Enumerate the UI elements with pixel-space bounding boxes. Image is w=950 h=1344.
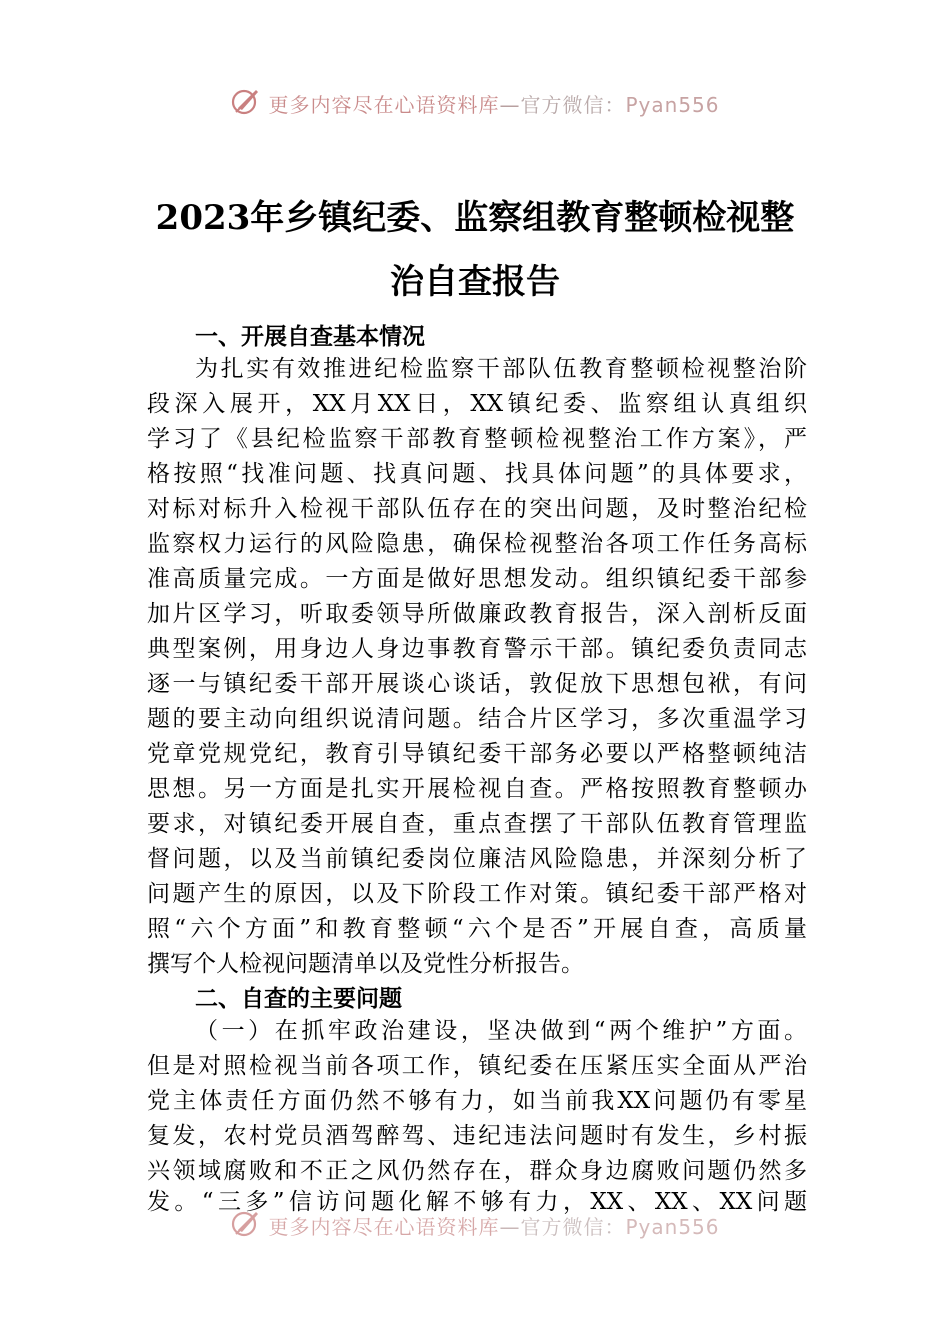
section2-heading: 二、自查的主要问题 (195, 986, 402, 1012)
body-line: 党主体责任方面仍然不够有力，如当前我XX问题仍有零星 (147, 1088, 807, 1114)
watermark-brand: 更多内容尽在心语资料库 (268, 1215, 500, 1239)
body-line: 照“六个方面”和教育整顿“六个是否”开展自查，高质量 (147, 916, 807, 942)
body-line: 准高质量完成。一方面是做好思想发动。组织镇纪委干部参 (147, 566, 807, 592)
body-line: 对标对标升入检视干部队伍存在的突出问题，及时整治纪检 (147, 496, 807, 522)
body-line: 逐一与镇纪委干部开展谈心谈话，敦促放下思想包袱，有问 (147, 671, 807, 697)
body-line: 题的要主动向组织说清问题。结合片区学习，多次重温学习 (147, 706, 807, 732)
body-line: 监察权力运行的风险隐患，确保检视整治各项工作任务高标 (147, 531, 807, 557)
body-line: 复发，农村党员酒驾醉驾、违纪违法问题时有发生，乡村振 (147, 1123, 807, 1149)
watermark-id: Pyan556 (625, 1215, 720, 1239)
body-line: 加片区学习，听取委领导所做廉政教育报告，深入剖析反面 (147, 601, 807, 627)
quill-logo-icon (230, 1208, 264, 1243)
section1-heading: 一、开展自查基本情况 (195, 324, 425, 350)
watermark-id: Pyan556 (625, 93, 720, 117)
body-line: 兴领域腐败和不正之风仍然存在，群众身边腐败问题仍然多 (147, 1158, 807, 1184)
body-line: 问题产生的原因，以及下阶段工作对策。镇纪委干部严格对 (147, 881, 807, 907)
body-line: 典型案例，用身边人身边事教育警示干部。镇纪委负责同志 (147, 636, 807, 662)
document-title-line1: 2023年乡镇纪委、监察组教育整顿检视整 (155, 198, 795, 238)
header-watermark (0, 86, 950, 121)
footer-watermark (0, 1208, 950, 1243)
watermark-brand: 更多内容尽在心语资料库 (268, 93, 500, 117)
body-line: 党章党规党纪，教育引导镇纪委干部务必要以严格整顿纯洁 (147, 741, 807, 767)
watermark-separator: — (499, 93, 521, 117)
document-title-line2: 治自查报告 (390, 262, 560, 302)
body-line: 但是对照检视当前各项工作，镇纪委在压紧压实全面从严治 (147, 1053, 807, 1079)
watermark-contact: 官方微信： (520, 1215, 626, 1239)
body-line: 学习了《县纪检监察干部教育整顿检视整治工作方案》，严 (147, 426, 807, 452)
body-line: 格按照“找准问题、找真问题、找具体问题”的具体要求， (147, 461, 807, 487)
quill-logo-icon (230, 86, 264, 121)
body-line: 撰写个人检视问题清单以及党性分析报告。 (147, 951, 584, 977)
body-line: 段深入展开，XX月XX日，XX镇纪委、监察组认真组织 (147, 391, 807, 417)
body-line: 要求，对镇纪委开展自查，重点查摆了干部队伍教育管理监 (147, 811, 807, 837)
watermark-separator: — (499, 1215, 521, 1239)
body-line: 为扎实有效推进纪检监察干部队伍教育整顿检视整治阶 (195, 356, 807, 382)
body-line: （一）在抓牢政治建设，坚决做到“两个维护”方面。 (195, 1018, 807, 1044)
body-line: 思想。另一方面是扎实开展检视自查。严格按照教育整顿办 (147, 776, 807, 802)
watermark-contact: 官方微信： (520, 93, 626, 117)
body-line: 督问题，以及当前镇纪委岗位廉洁风险隐患，并深刻分析了 (147, 846, 807, 872)
body-line: 发。“三多”信访问题化解不够有力，XX、XX、XX问题 (147, 1189, 807, 1215)
